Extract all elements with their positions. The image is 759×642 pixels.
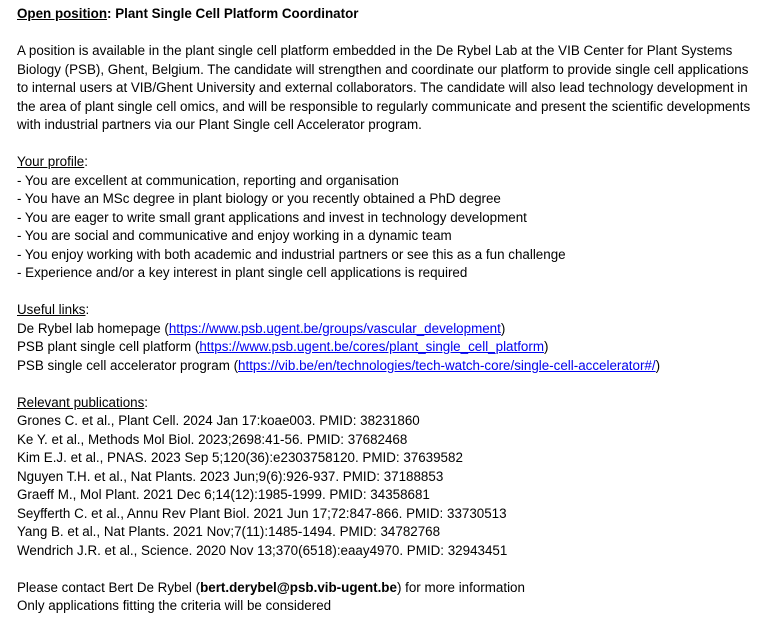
- profile-item: - You are eager to write small grant applications and invest in technology development: [17, 209, 527, 225]
- page-title: [17, 5, 752, 24]
- lab-homepage-link[interactable]: https://www.psb.ugent.be/groups/vascular_development: [168, 320, 501, 336]
- profile-item: - Experience and/or a key interest in plant single cell applications is required: [17, 265, 468, 280]
- links-section: Useful links:: [17, 302, 90, 317]
- profile-item: - You have an MSc degree in plant biology or you recently obtained a PhD degree: [17, 191, 501, 206]
- title-label: Open position: [17, 6, 108, 21]
- profile-section: Your profile:: [17, 154, 88, 169]
- intro-paragraph: A position is available in the plant single cell platform embedded in the De Rybel Lab at the VIB Center for Plant Systems Biology (PSB), Ghent, Belgium. The candidate will strengthen and coordinate our platform to provide single cell applications to internal users at VIB/Ghent University and external collaborators. The candidate will also lead technology development in the area of plant single cell omics, and will be responsible to regularly communicate and present the scientific developments with industrial partners via our Plant Single cell Accelerator program.: [17, 43, 751, 132]
- contact-suffix: ) for more information: [396, 579, 525, 595]
- contact-line: [17, 579, 752, 598]
- platform-link[interactable]: https://www.psb.ugent.be/cores/plant_single_cell_platform: [199, 339, 544, 354]
- publications-heading: Relevant publications: [17, 394, 145, 410]
- link-row-accelerator: PSB single cell accelerator program (https://vib.be/en/technologies/tech-watch-core/single-cell-accelerator#/): [17, 357, 661, 373]
- publications-section: Relevant publications:: [17, 394, 149, 410]
- profile-item: - You are social and communicative and enjoy working in a dynamic team: [17, 228, 452, 243]
- profile-heading: Your profile: [17, 154, 85, 169]
- publication-item: Graeff M., Mol Plant. 2021 Dec 6;14(12):1985-1999. PMID: 34358681: [17, 487, 430, 502]
- publication-item: Nguyen T.H. et al., Nat Plants. 2023 Jun;9(6):926-937. PMID: 37188853: [17, 468, 444, 484]
- publication-item: Wendrich J.R. et al., Science. 2020 Nov 13;370(6518):eaay4970. PMID: 32943451: [17, 542, 508, 558]
- publication-item: Kim E.J. et al., PNAS. 2023 Sep 5;120(36):e2303758120. PMID: 37639582: [17, 450, 463, 465]
- link-row-lab-homepage: De Rybel lab homepage (https://www.psb.ugent.be/groups/vascular_development): [17, 320, 506, 336]
- criteria-note: Only applications fitting the criteria will be considered: [17, 598, 332, 613]
- accelerator-link[interactable]: https://vib.be/en/technologies/tech-watch-core/single-cell-accelerator#/: [238, 357, 656, 373]
- profile-item: - You enjoy working with both academic and industrial partners or see this as a fun challenge: [17, 246, 566, 262]
- publication-item: Ke Y. et al., Methods Mol Biol. 2023;2698:41-56. PMID: 37682468: [17, 431, 408, 447]
- links-heading: Useful links: [17, 302, 86, 317]
- publication-item: Grones C. et al., Plant Cell. 2024 Jan 17:koae003. PMID: 38231860: [17, 413, 420, 428]
- link-label: PSB single cell accelerator program: [17, 357, 230, 373]
- publication-item: Seyfferth C. et al., Annu Rev Plant Biol. 2021 Jun 17;72:847-866. PMID: 33730513: [17, 505, 507, 521]
- contact-email[interactable]: bert.derybel@psb.vib-ugent.be: [200, 579, 397, 595]
- link-label: De Rybel lab homepage: [17, 320, 161, 336]
- title-rest: : Plant Single Cell Platform Coordinator: [107, 6, 359, 21]
- contact-prefix: Please contact Bert De Rybel (: [17, 579, 201, 595]
- job-posting: [17, 5, 752, 616]
- publication-item: Yang B. et al., Nat Plants. 2021 Nov;7(11):1485-1494. PMID: 34782768: [17, 524, 441, 539]
- link-label: PSB plant single cell platform: [17, 339, 192, 354]
- profile-item: - You are excellent at communication, reporting and organisation: [17, 172, 399, 188]
- link-row-platform: PSB plant single cell platform (https://www.psb.ugent.be/cores/plant_single_cell_platform): [17, 339, 549, 354]
